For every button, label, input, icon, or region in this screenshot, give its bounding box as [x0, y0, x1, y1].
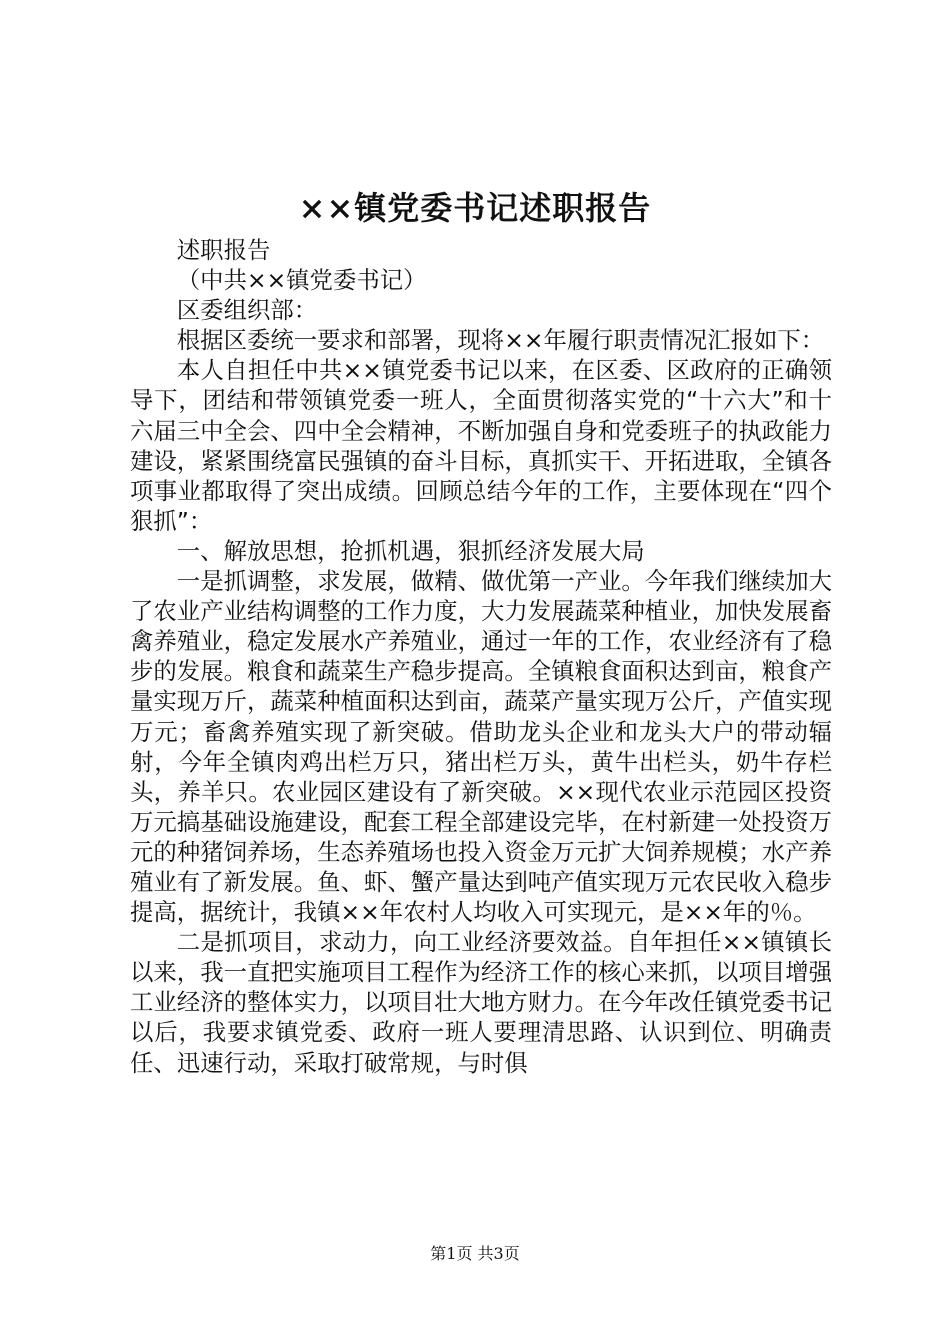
- paragraph-author: （中共××镇党委书记）: [176, 266, 427, 295]
- paragraph-heading-label: 述职报告: [176, 236, 271, 264]
- section-heading-1: 一、解放思想，抢抓机遇，狠抓经济发展大局: [176, 536, 645, 565]
- paragraph-intro: 根据区委统一要求和部署，现将××年履行职责情况汇报如下：: [176, 326, 825, 355]
- document-title: ××镇党委书记述职报告: [298, 189, 652, 227]
- document-body: [130, 235, 832, 1078]
- paragraph-projects: 二是抓项目，求动力，向工业经济要效益。自年担任××镇镇长以来，我一直把实施项目工程作为经济工作的核心来抓，以项目增强工业经济的整体实力，以项目壮大地方财力。在今年改任镇党委书记以后，我要求镇党委、政府一班人要理清思路、认识到位、明确责任、迅速行动，采取打破常规，与时俱: [130, 928, 832, 1077]
- paragraph-summary: 本人自担任中共××镇党委书记以来，在区委、区政府的正确领导下，团结和带领镇党委一班人，全面贯彻落实党的“十六大”和十六届三中全会、四中全会精神，不断加强自身和党委班子的执政能力建设，紧紧围绕富民强镇的奋斗目标，真抓实干、开拓进取，全镇各项事业都取得了突出成绩。回顾总结今年的工作，主要体现在“四个狠抓”：: [130, 356, 832, 535]
- paragraph-addressee: 区委组织部：: [176, 296, 318, 325]
- paragraph-agriculture: 一是抓调整，求发展，做精、做优第一产业。今年我们继续加大了农业产业结构调整的工作力度，大力发展蔬菜种植业，加快发展畜禽养殖业，稳定发展水产养殖业，通过一年的工作，农业经济有了稳步的发展。粮食和蔬菜生产稳步提高。全镇粮食面积达到亩，粮食产量实现万斤，蔬菜种植面积达到亩，蔬菜产量实现万公斤，产值实现万元；畜禽养殖实现了新突破。借助龙头企业和龙头大户的带动辐射，今年全镇肉鸡出栏万只，猪出栏万头，黄牛出栏头，奶牛存栏头，养羊只。农业园区建设有了新突破。××现代农业示范园区投资万元搞基础设施建设，配套工程全部建设完毕，在村新建一处投资万元的种猪饲养场，生态养殖场也投入资金万元扩大饲养规模；水产养殖业有了新发展。鱼、虾、蟹产量达到吨产值实现万元农民收入稳步提高，据统计，我镇××年农村人均收入可实现元，是××年的％。: [130, 567, 832, 927]
- page-footer: 第1页 共3页: [430, 1244, 520, 1263]
